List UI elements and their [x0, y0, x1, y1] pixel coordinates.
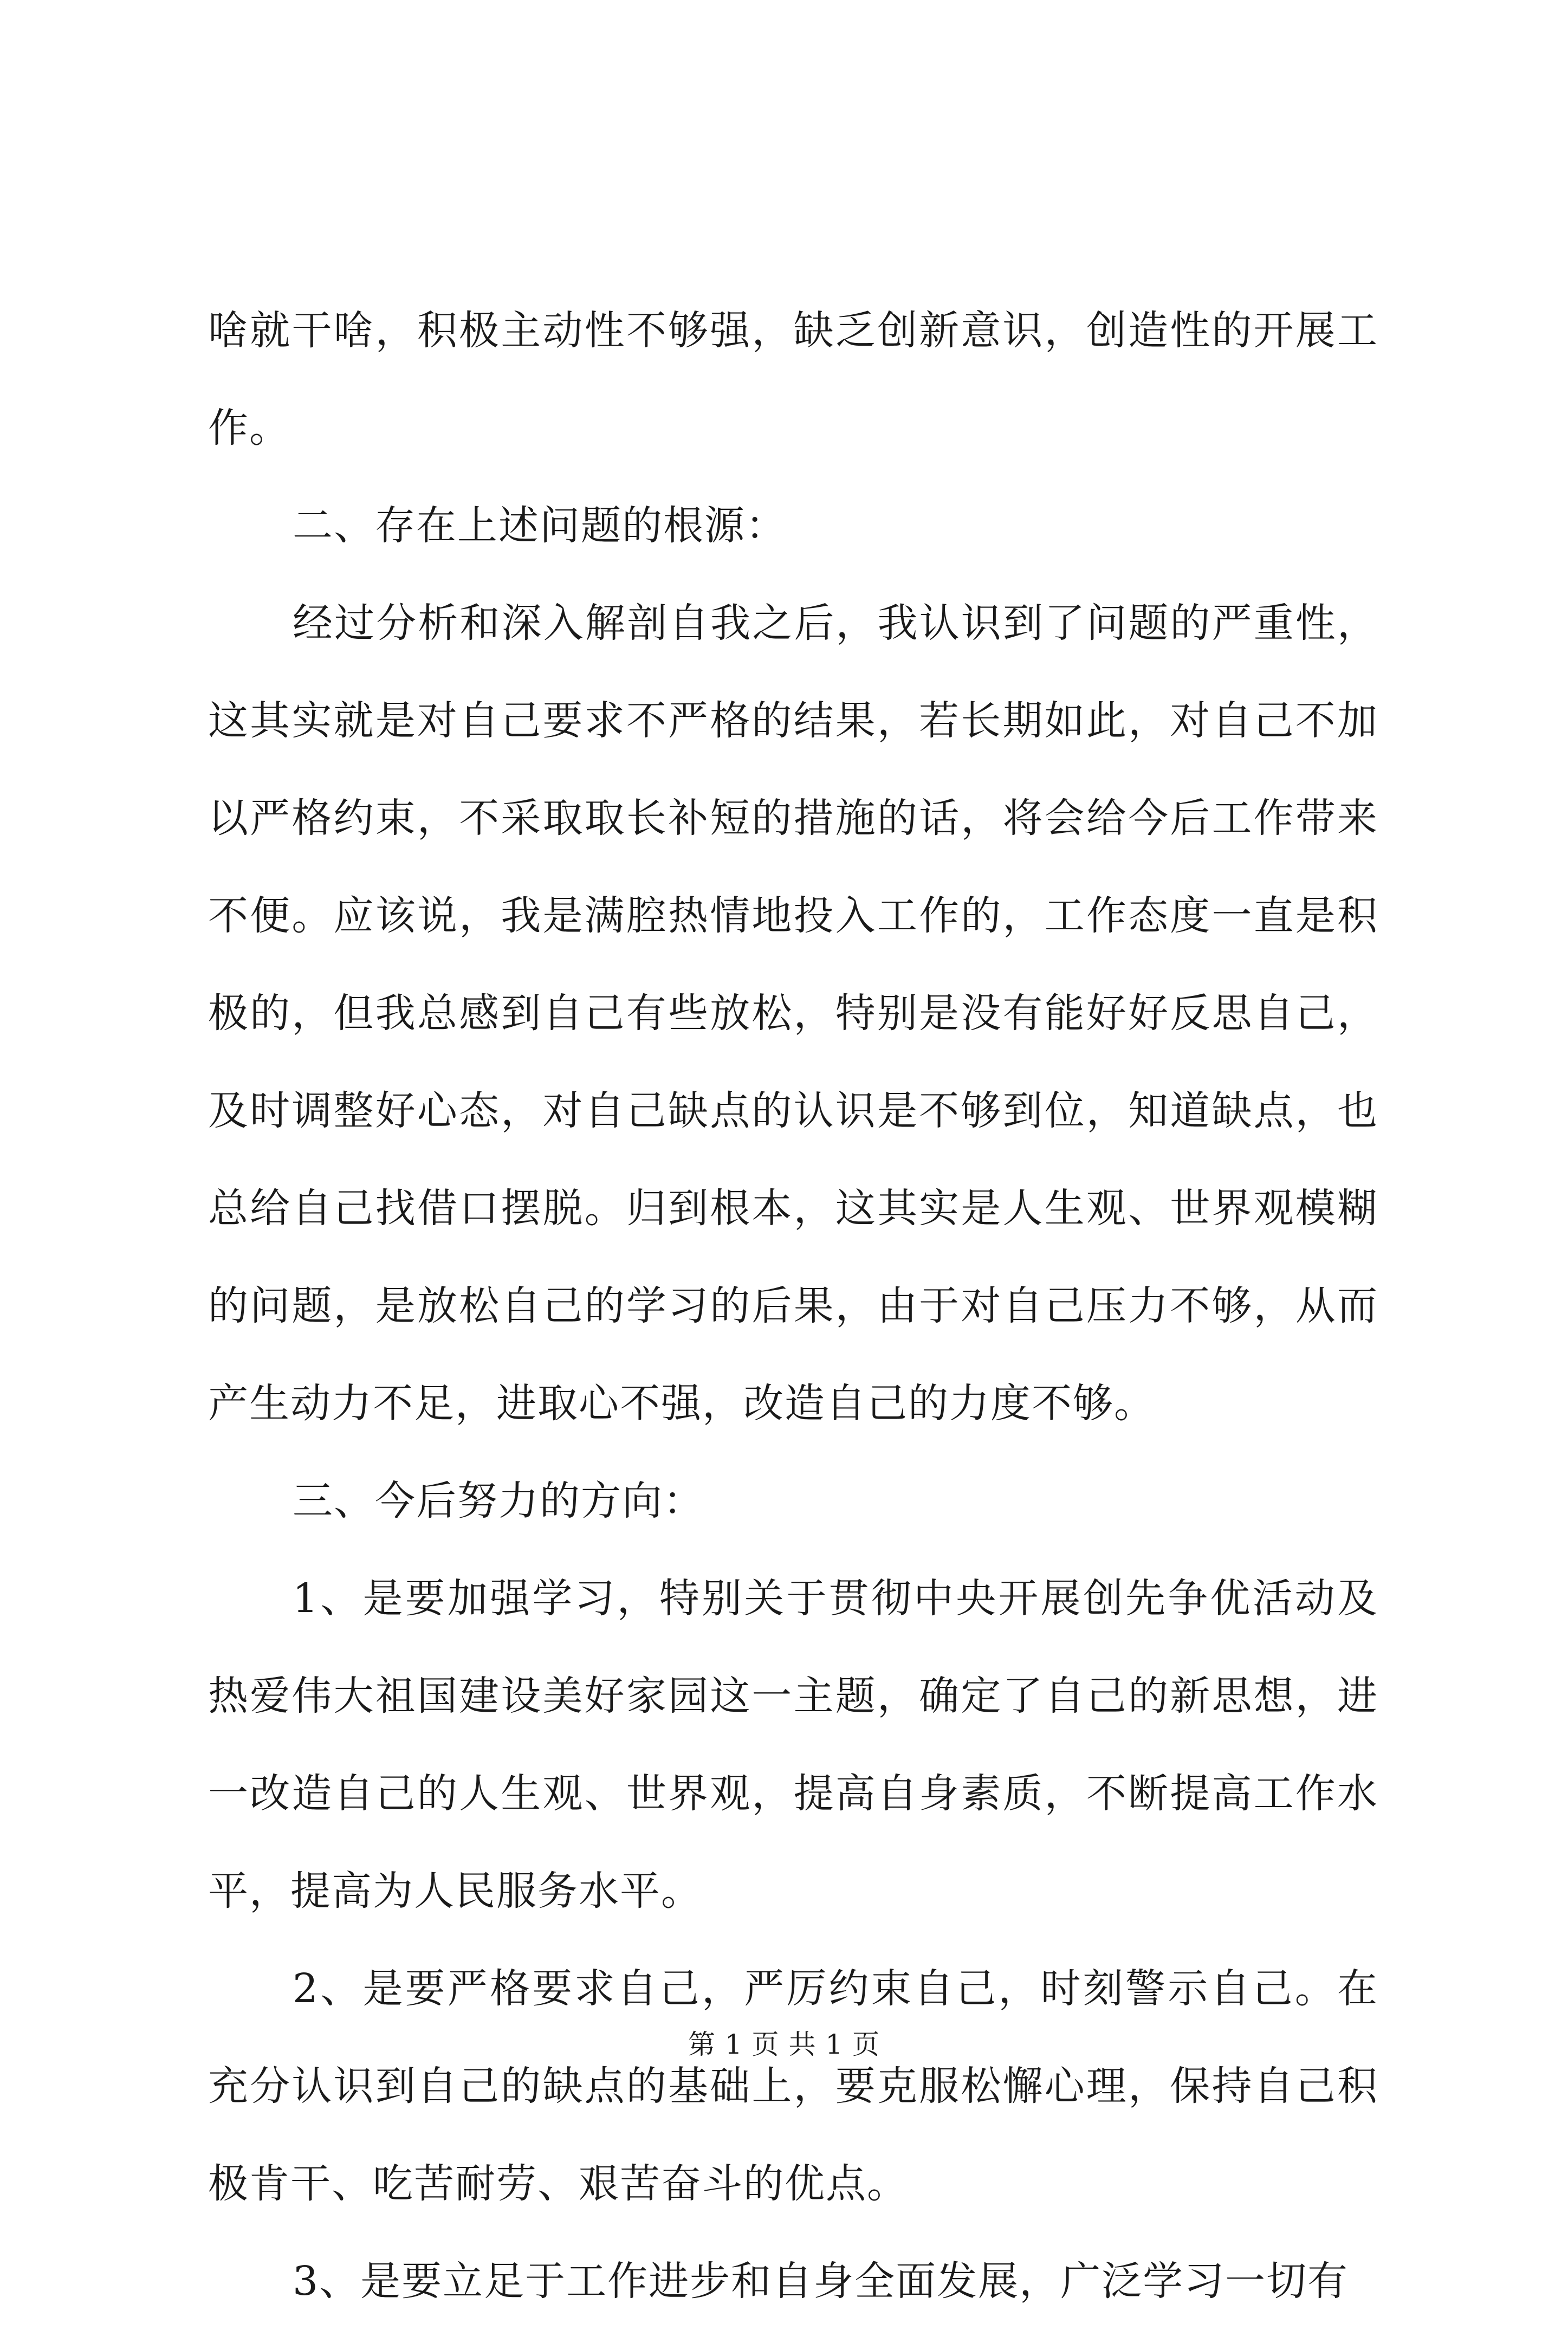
- paragraph-item-1: 1、是要加强学习，特别关于贯彻中央开展创先争优活动及热爱伟大祖国建设美好家园这一主题，确定了自己的新思想，进一改造自己的人生观、世界观，提高自身素质，不断提高工作水平，提高为人民服务水平。: [208, 1575, 1378, 1914]
- paragraph-analysis: 经过分析和深入解剖自我之后，我认识到了问题的严重性，这其实就是对自己要求不严格的结果，若长期如此，对自己不加以严格约束，不采取取长补短的措施的话，将会给今后工作带来不便。应该说，我是满腔热情地投入工作的，工作态度一直是积极的，但我总感到自己有些放松，特别是没有能好好反思自己，及时调整好心态，对自己缺点的认识是不够到位，知道缺点，也总给自己找借口摆脱。归到根本，这其实是人生观、世界观模糊的问题，是放松自己的学习的后果，由于对自己压力不够，从而产生动力不足，进取心不强，改造自己的力度不够。: [208, 600, 1378, 1427]
- paragraph-item-2: 2、是要严格要求自己，严厉约束自己，时刻警示自己。在充分认识到自己的缺点的基础上，要克服松懈心理，保持自己积极肯干、吃苦耐劳、艰苦奋斗的优点。: [208, 1965, 1378, 2207]
- paragraph-item-3: 3、是要立足于工作进步和自身全面发展，广泛学习一切有: [293, 2258, 1349, 2305]
- document-body: [208, 282, 1378, 2330]
- section-heading-future-direction: 三、今后努力的方向：: [293, 1478, 704, 1524]
- paragraph-continuation: 啥就干啥，积极主动性不够强，缺乏创新意识，创造性的开展工作。: [208, 307, 1378, 451]
- section-heading-root-cause: 二、存在上述问题的根源：: [293, 502, 787, 549]
- page-number-footer: 第 1 页 共 1 页: [688, 2029, 880, 2060]
